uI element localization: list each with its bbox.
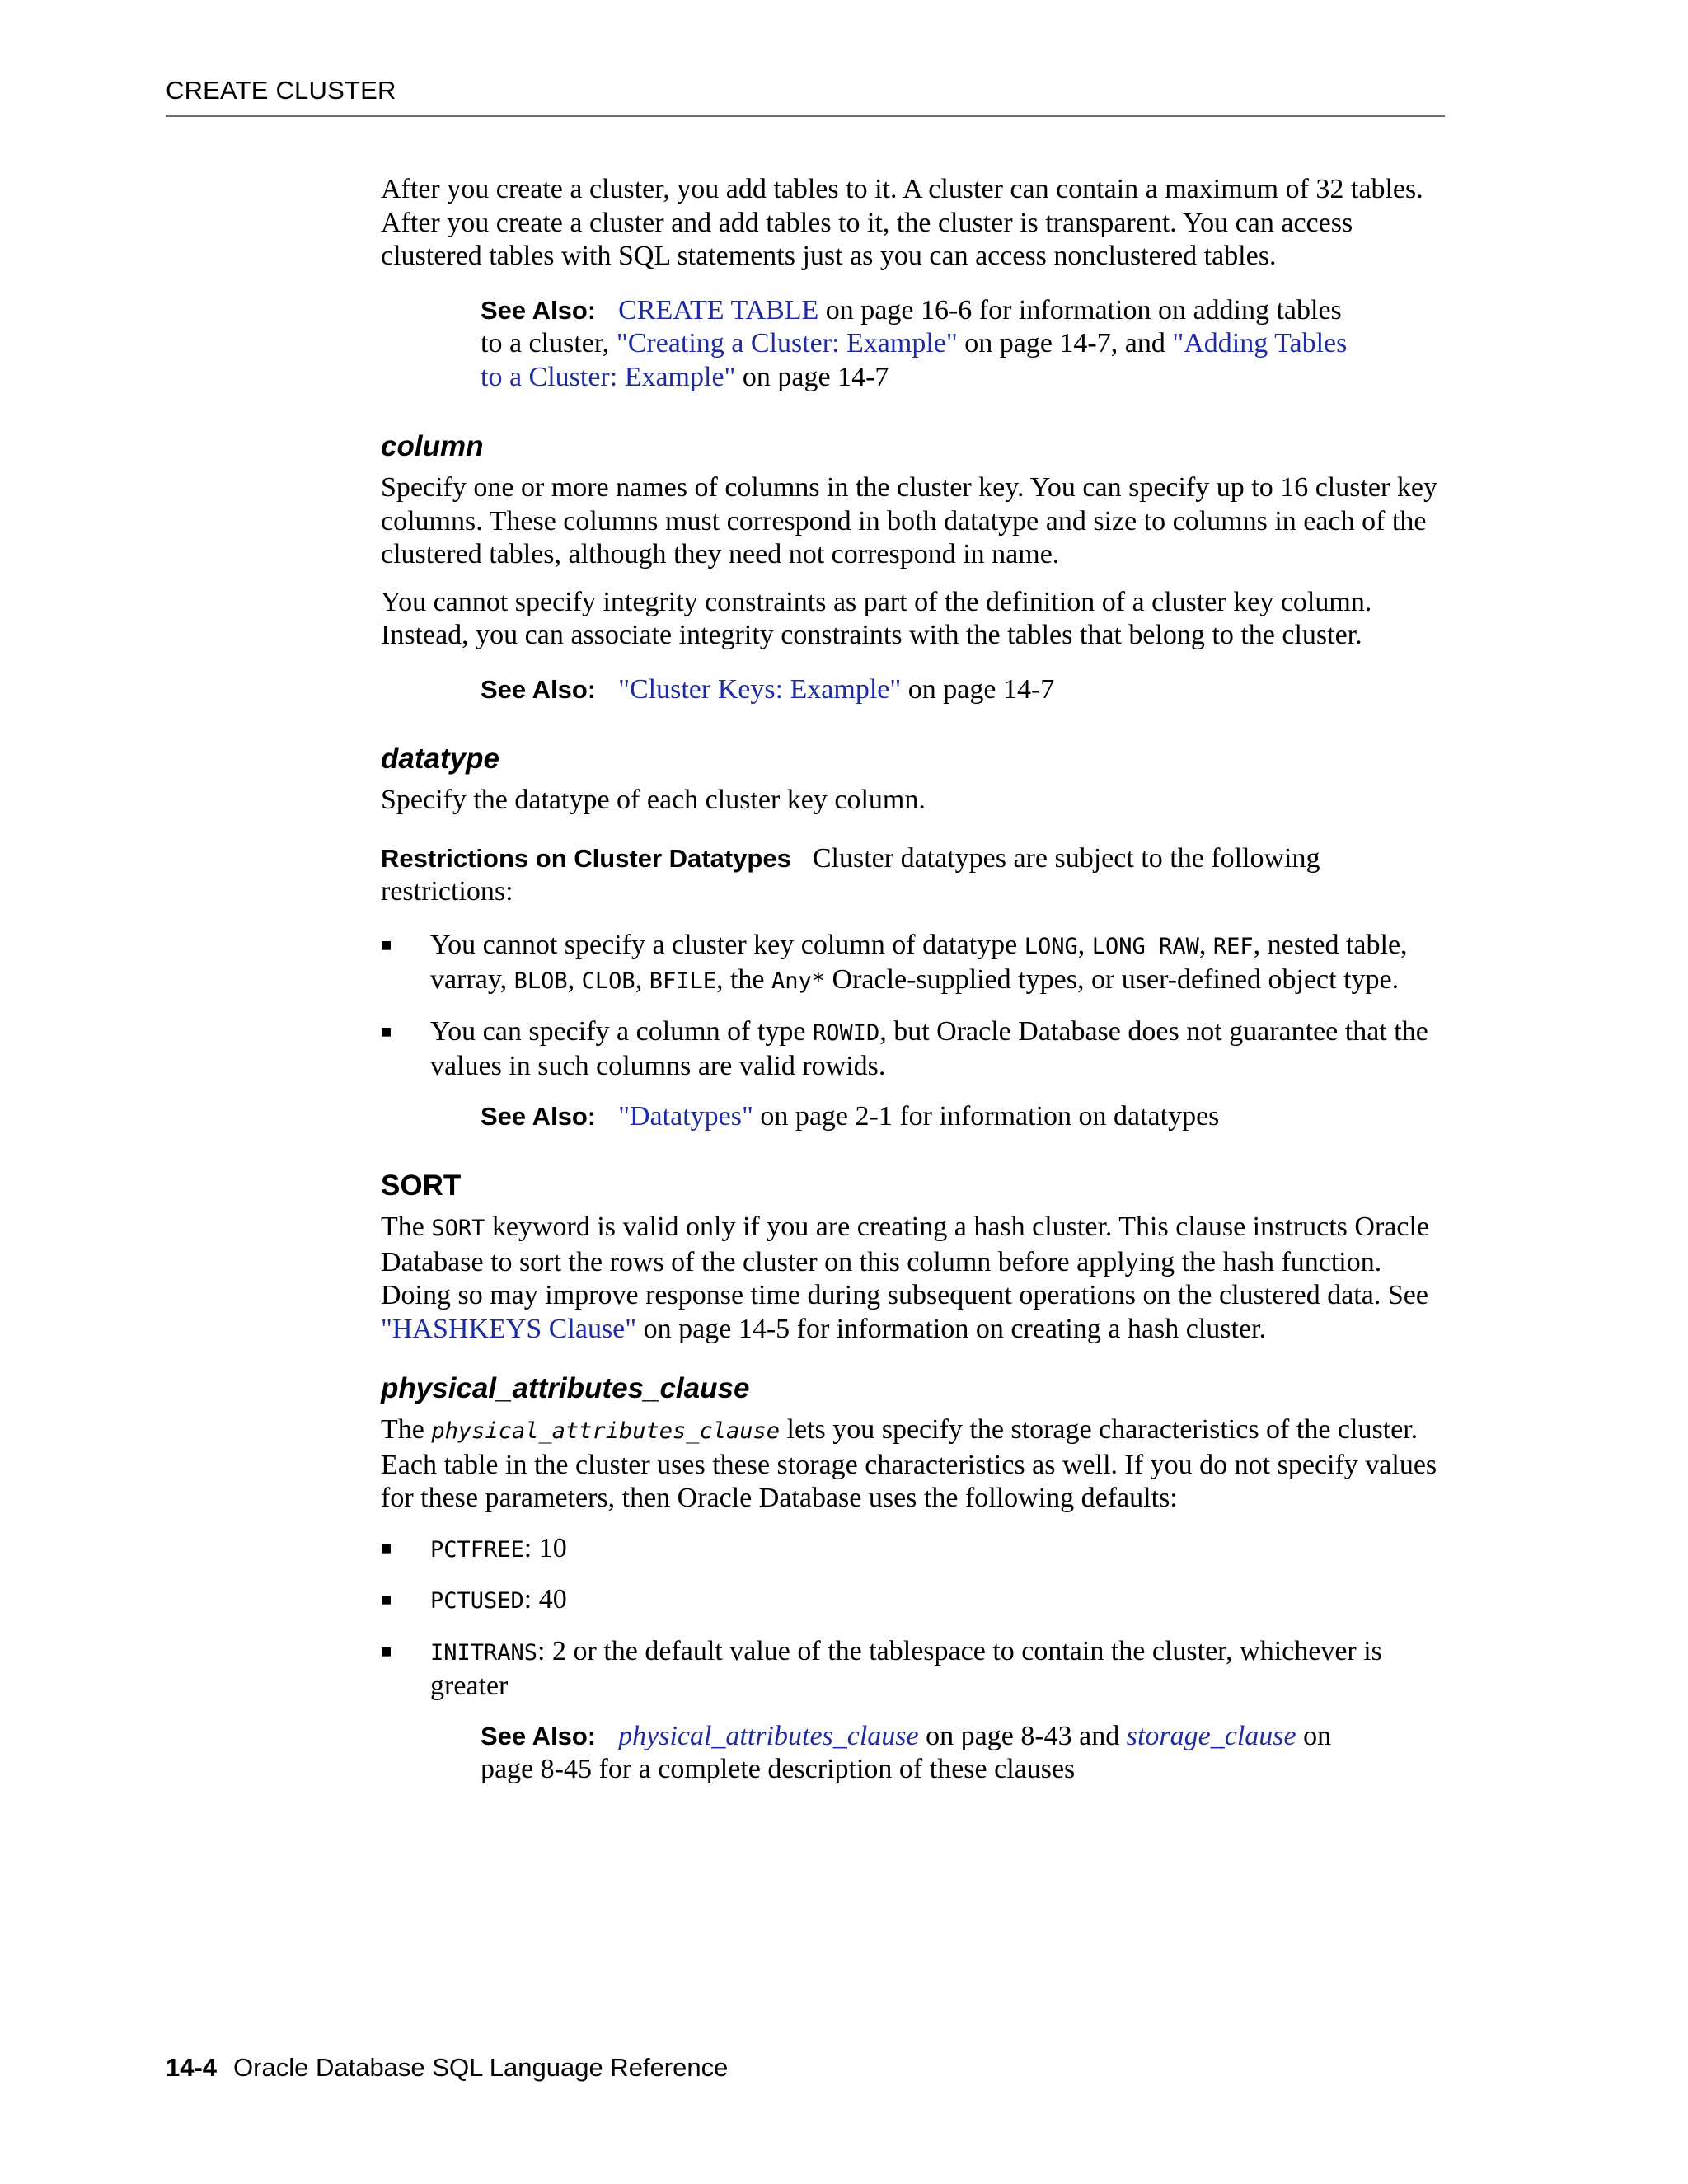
physical-defaults-list [381, 1532, 1452, 1704]
page-content [381, 173, 1452, 1821]
column-paragraph-1: Specify one or more names of columns in the cluster key. You can specify up to 16 cluster key columns. These columns must correspond in both datatype and size to columns in each of the clustered tables, although they need not correspond in name. [381, 472, 1437, 569]
see-also-label: See Also: [481, 1721, 597, 1750]
see-also-note-cluster-keys: See Also: "Cluster Keys: Example" on page 14-7 [481, 673, 1055, 705]
heading-sort: SORT [381, 1169, 462, 1202]
see-also-note-datatypes: See Also: "Datatypes" on page 2-1 for information on datatypes [481, 1100, 1220, 1132]
bullet-square-icon: ■ [381, 1020, 392, 1042]
link-storage-clause[interactable]: storage_clause [1126, 1720, 1296, 1751]
link-datatypes[interactable]: "Datatypes" [618, 1100, 753, 1132]
datatype-paragraph: Specify the datatype of each cluster key column. [381, 785, 926, 815]
physical-attributes-paragraph: The physical_attributes_clause lets you specify the storage characteristics of the cluster. Each table in the cluster uses these storage characteristics as well. If you do not specify values for these parameters, then Oracle Database uses the following defaults: [381, 1414, 1437, 1513]
sort-paragraph: The SORT keyword is valid only if you are creating a hash cluster. This clause instructs Oracle Database to sort the rows of the cluster on this column before applying the hash function. Doing so may improve response time during subsequent operations on the clustered data. See "HASHKEYS Clause" on page 14-5 for information on creating a hash cluster. [381, 1212, 1429, 1344]
page-footer [166, 2053, 728, 2083]
bullet-square-icon: ■ [381, 934, 392, 955]
link-cluster-keys-example[interactable]: "Cluster Keys: Example" [618, 673, 902, 705]
heading-column: column [381, 430, 484, 462]
link-creating-cluster-example[interactable]: "Creating a Cluster: Example" [616, 328, 958, 359]
link-adding-tables-example[interactable]: "Adding Tables to a Cluster: Example" [481, 328, 1348, 392]
header-rule [166, 115, 1445, 117]
heading-physical-attributes-clause: physical_attributes_clause [381, 1372, 750, 1404]
link-create-table[interactable]: CREATE TABLE [618, 294, 819, 326]
column-paragraph-2: You cannot specify integrity constraints as part of the definition of a cluster key column. Instead, you can associate integrity constraints with the tables that belong to the cluster. [381, 586, 1372, 650]
see-also-label: See Also: [481, 295, 597, 325]
see-also-note-physical-attributes: See Also: physical_attributes_clause on page 8-43 and storage_clause on page 8-45 for a complete description of these clauses [481, 1720, 1332, 1784]
list-item: ■ You cannot specify a cluster key column of datatype LONG, LONG RAW, REF, nested table, varray, BLOB, CLOB, BFILE, the Any* Oracle-supplied types, or user-defined object type. [381, 929, 1408, 995]
list-item: ■ PCTFREE: 10 [381, 1532, 1452, 1568]
list-item: ■ INITRANS: 2 or the default value of the tablespace to contain the cluster, whichever is greater [381, 1635, 1382, 1701]
link-hashkeys-clause[interactable]: "HASHKEYS Clause" [381, 1313, 637, 1344]
list-item: ■ You can specify a column of type ROWID, but Oracle Database does not guarantee that the values in such columns are valid rowids. [381, 1015, 1428, 1081]
list-item: ■ PCTUSED: 40 [381, 1583, 1452, 1619]
bullet-square-icon: ■ [381, 1589, 392, 1610]
see-also-label: See Also: [481, 674, 597, 704]
running-header: CREATE CLUSTER [166, 76, 396, 105]
page-number: 14-4 [166, 2053, 218, 2082]
restrictions-label: Restrictions on Cluster Datatypes [381, 843, 791, 873]
heading-datatype: datatype [381, 743, 499, 775]
bullet-square-icon: ■ [381, 1537, 392, 1558]
bullet-square-icon: ■ [381, 1640, 392, 1661]
book-title: Oracle Database SQL Language Reference [233, 2053, 729, 2082]
see-also-label: See Also: [481, 1101, 597, 1131]
link-physical-attributes-clause[interactable]: physical_attributes_clause [618, 1720, 919, 1751]
datatype-restrictions-list [381, 929, 1452, 1084]
intro-paragraph: After you create a cluster, you add tables to it. A cluster can contain a maximum of 32 tables. After you create a cluster and add tables to it, the cluster is transparent. You can access clustered tables with SQL statements just as you can access nonclustered tables. [381, 174, 1423, 271]
see-also-note-create-table: See Also: CREATE TABLE on page 16-6 for information on adding tables to a cluster, "Creating a Cluster: Example" on page 14-7, and "Adding Tables to a Cluster: Example" on page 14-7 [481, 294, 1348, 392]
restrictions-paragraph: Restrictions on Cluster Datatypes Cluster datatypes are subject to the following restrictions: [381, 842, 1320, 907]
